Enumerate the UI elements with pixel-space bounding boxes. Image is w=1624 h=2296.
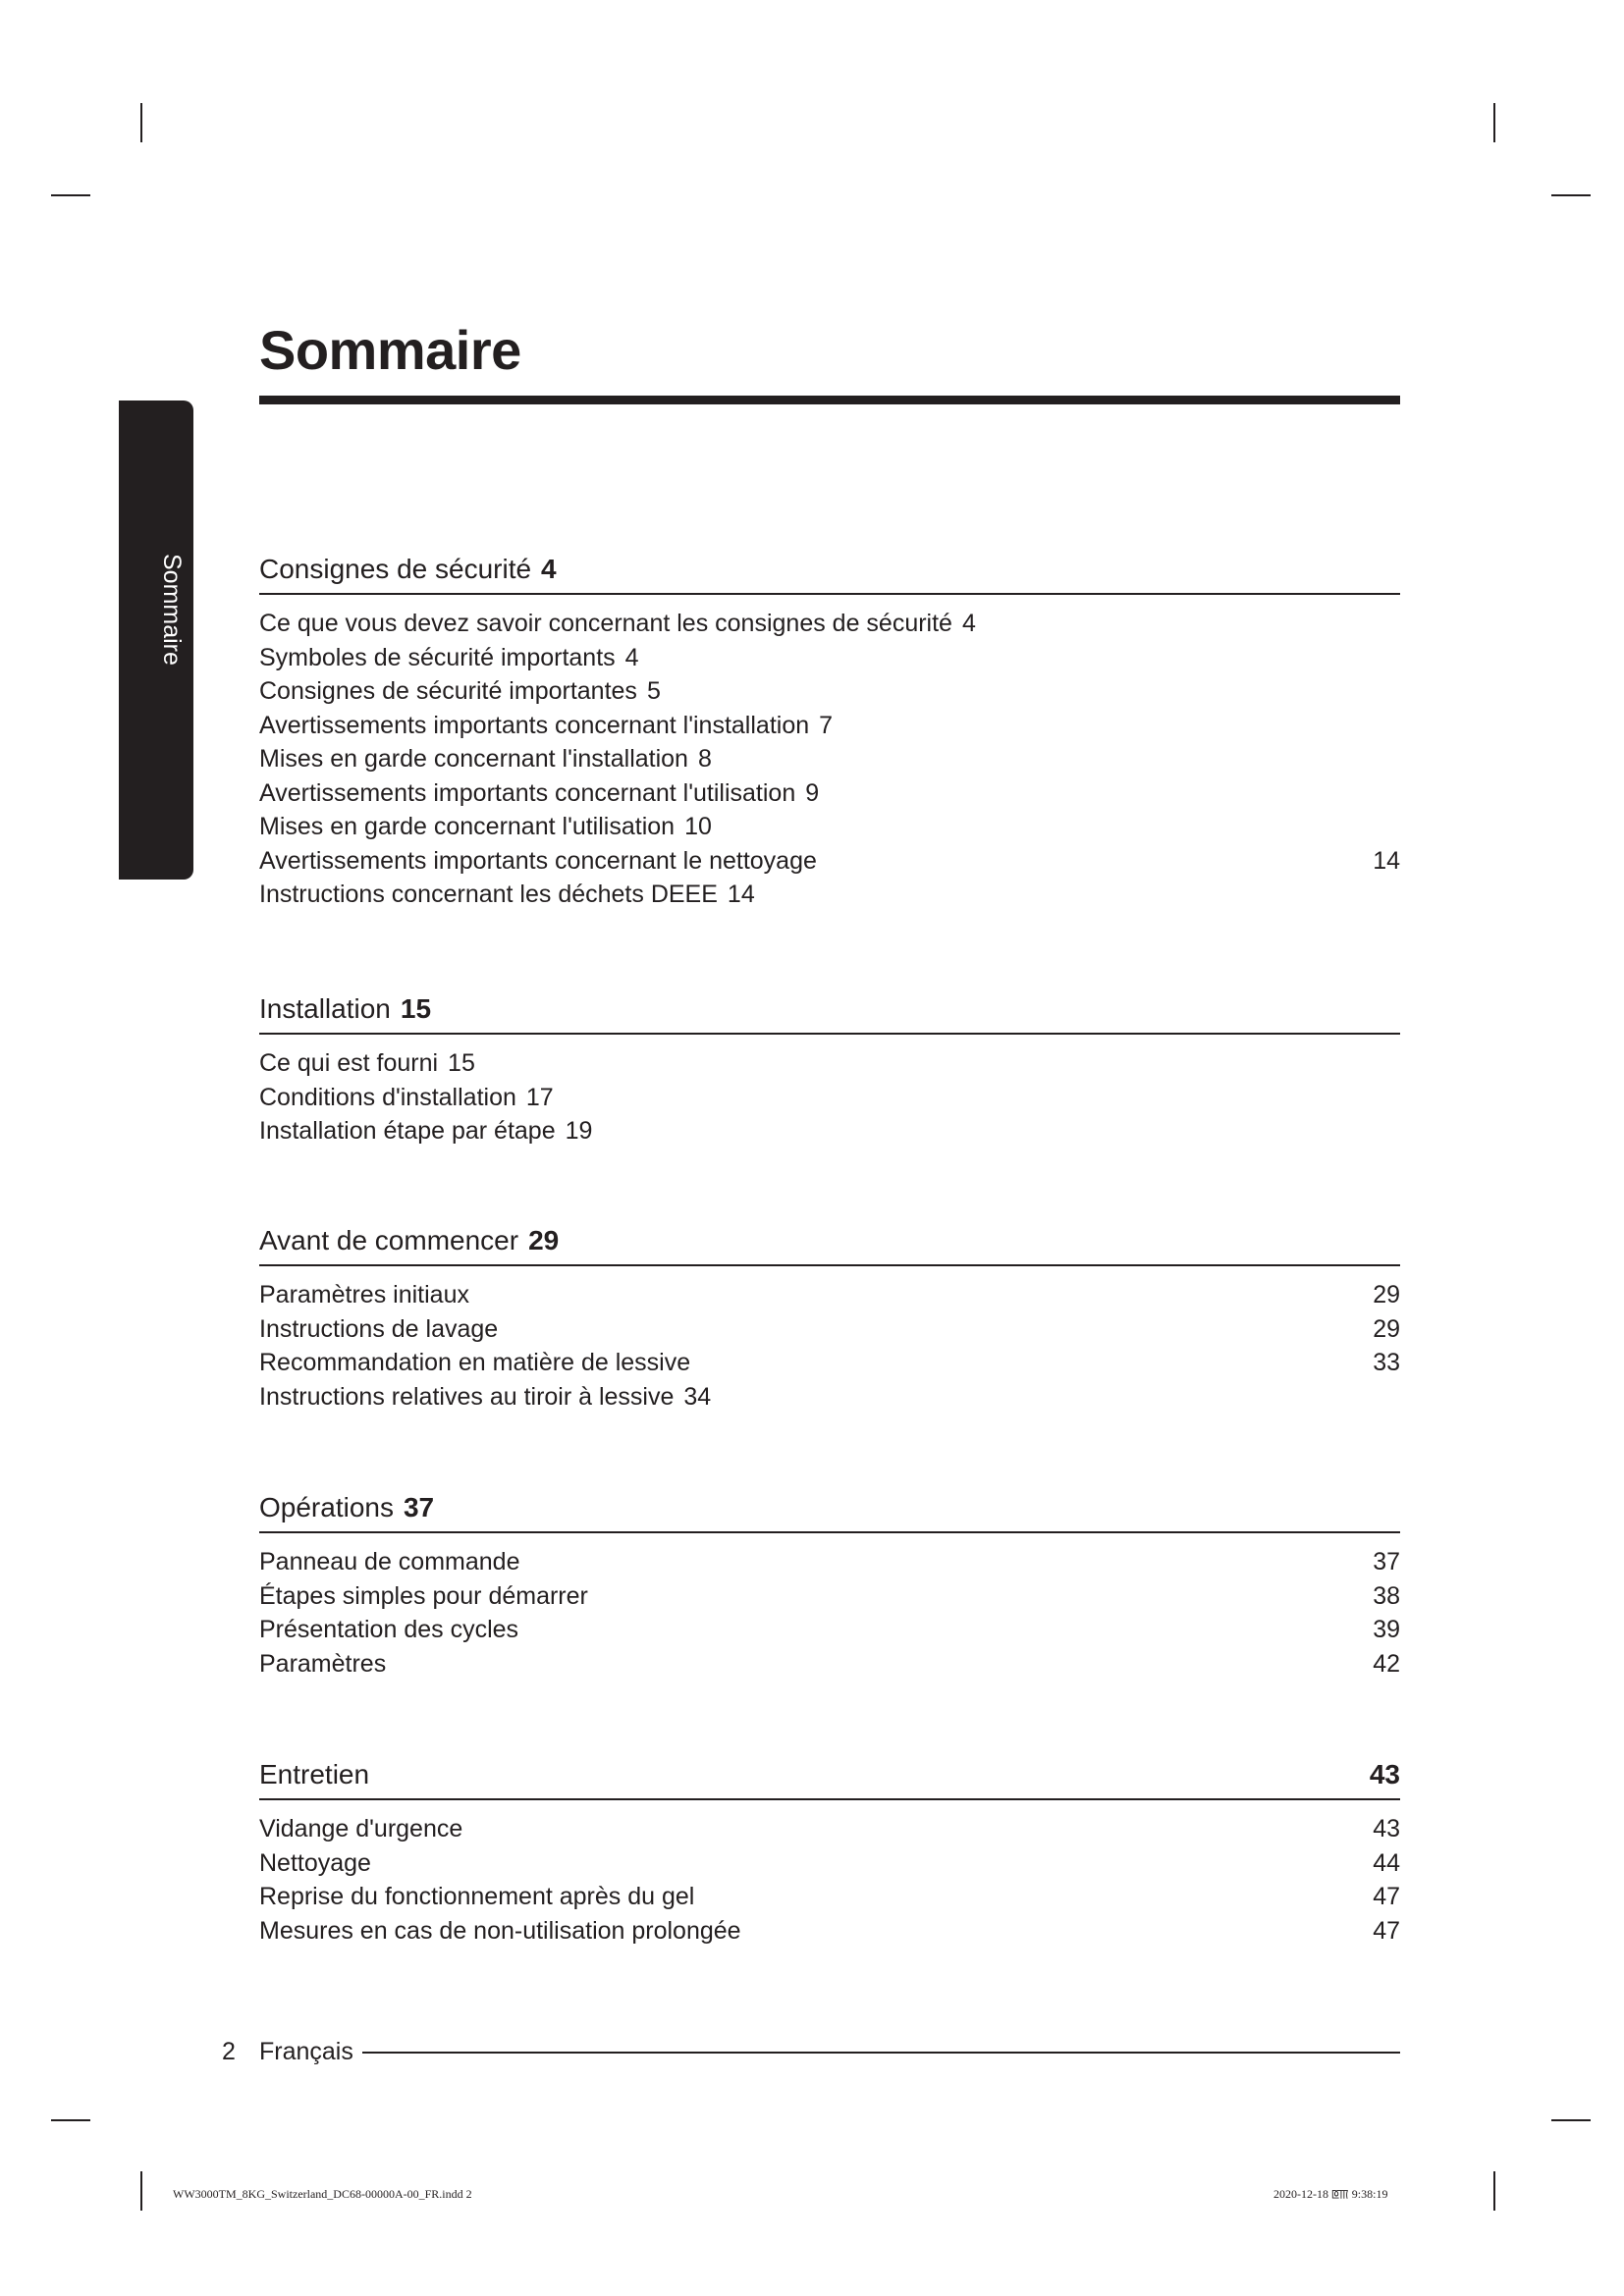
crop-mark-top-right-vertical bbox=[1493, 103, 1495, 142]
toc-entry-title: Nettoyage bbox=[259, 1848, 371, 1877]
toc-entry-page: 33 bbox=[1373, 1349, 1400, 1376]
toc-entry[interactable] bbox=[259, 607, 1400, 641]
toc-entry-title: Conditions d'installation bbox=[259, 1083, 516, 1111]
toc-entry-title: Avertissements importants concernant l'installation bbox=[259, 711, 810, 739]
toc-entry-page: 38 bbox=[1373, 1581, 1400, 1610]
toc-entry-title: Avertissements importants concernant le nettoyage bbox=[259, 846, 817, 875]
toc-section-operations bbox=[259, 1488, 1400, 1681]
toc-entry-page: 29 bbox=[1373, 1314, 1400, 1343]
crop-mark-bottom-right-vertical bbox=[1493, 2171, 1495, 2211]
toc-entry-page: 42 bbox=[1373, 1649, 1400, 1678]
toc-section-consignes-de-securite bbox=[259, 550, 1400, 912]
toc-entry[interactable] bbox=[259, 810, 1400, 844]
toc-section-avant-de-commencer bbox=[259, 1221, 1400, 1414]
toc-entry-page: 9 bbox=[805, 778, 820, 807]
toc-entry-page: 4 bbox=[961, 610, 976, 637]
toc-entry-title: Étapes simples pour démarrer bbox=[259, 1581, 588, 1610]
crop-mark-top-left-horizontal bbox=[51, 194, 90, 196]
toc-entry-title: Mesures en cas de non-utilisation prolongée bbox=[259, 1916, 741, 1945]
toc-entry-page: 10 bbox=[684, 813, 712, 840]
toc-entry-list bbox=[259, 595, 1400, 912]
toc-entry-title: Instructions relatives au tiroir à lessive bbox=[259, 1382, 675, 1411]
toc-entry-page: 17 bbox=[525, 1083, 554, 1111]
section-page-number: 15 bbox=[400, 993, 432, 1024]
toc-entry[interactable] bbox=[259, 878, 1400, 912]
toc-entry[interactable] bbox=[259, 641, 1400, 675]
chapter-side-tab-label: Sommaire bbox=[158, 554, 186, 666]
toc-entry[interactable] bbox=[259, 1880, 1400, 1914]
toc-entry[interactable] bbox=[259, 674, 1400, 709]
toc-entry-title: Avertissements importants concernant l'utilisation bbox=[259, 778, 796, 807]
section-page-number: 4 bbox=[541, 554, 557, 584]
toc-entry[interactable] bbox=[259, 742, 1400, 776]
toc-entry-title: Ce qui est fourni bbox=[259, 1049, 439, 1077]
toc-entry-page: 5 bbox=[646, 677, 661, 705]
section-heading[interactable] bbox=[259, 1488, 1400, 1533]
crop-mark-bottom-left-vertical bbox=[140, 2171, 142, 2211]
toc-entry-page: 8 bbox=[697, 745, 712, 773]
toc-entry[interactable] bbox=[259, 1312, 1400, 1347]
toc-entry-title: Vidange d'urgence bbox=[259, 1815, 463, 1842]
section-heading[interactable] bbox=[259, 550, 1400, 595]
section-heading[interactable] bbox=[259, 989, 1400, 1035]
toc-section-installation bbox=[259, 989, 1400, 1148]
footer-page-number: 2 bbox=[222, 2038, 236, 2065]
crop-mark-bottom-right-horizontal bbox=[1551, 2119, 1591, 2121]
toc-entry-page: 15 bbox=[448, 1049, 475, 1077]
toc-entry-title: Paramètres initiaux bbox=[259, 1281, 469, 1308]
toc-entry[interactable] bbox=[259, 844, 1400, 879]
toc-entry[interactable] bbox=[259, 1046, 1400, 1081]
toc-section-entretien bbox=[259, 1755, 1400, 1948]
toc-entry[interactable] bbox=[259, 1380, 1400, 1415]
section-title: Opérations bbox=[259, 1492, 394, 1522]
page-title: Sommaire bbox=[259, 319, 521, 381]
toc-entry[interactable] bbox=[259, 1545, 1400, 1579]
section-page-number: 37 bbox=[403, 1492, 435, 1522]
toc-entry-title: Reprise du fonctionnement après du gel bbox=[259, 1883, 695, 1910]
toc-entry-title: Instructions de lavage bbox=[259, 1314, 499, 1343]
toc-entry-list bbox=[259, 1266, 1400, 1414]
page-footer bbox=[222, 2032, 1400, 2071]
toc-entry[interactable] bbox=[259, 776, 1400, 811]
toc-entry-page: 14 bbox=[727, 881, 755, 908]
toc-entry-title: Instructions concernant les déchets DEEE bbox=[259, 881, 718, 908]
toc-entry[interactable] bbox=[259, 1081, 1400, 1115]
toc-entry-page: 39 bbox=[1373, 1616, 1400, 1643]
toc-entry-title: Consignes de sécurité importantes bbox=[259, 677, 637, 705]
section-heading[interactable] bbox=[259, 1221, 1400, 1266]
toc-entry[interactable] bbox=[259, 1613, 1400, 1647]
toc-entry-list bbox=[259, 1533, 1400, 1681]
section-page-number: 29 bbox=[528, 1225, 560, 1255]
toc-entry-title: Paramètres bbox=[259, 1649, 387, 1678]
toc-entry-title: Mises en garde concernant l'utilisation bbox=[259, 813, 676, 840]
toc-entry[interactable] bbox=[259, 709, 1400, 743]
toc-entry-title: Mises en garde concernant l'installation bbox=[259, 745, 688, 773]
toc-entry-page: 7 bbox=[819, 711, 834, 739]
toc-entry[interactable] bbox=[259, 1846, 1400, 1881]
toc-entry[interactable] bbox=[259, 1579, 1400, 1614]
toc-entry-title: Recommandation en matière de lessive bbox=[259, 1349, 691, 1376]
toc-entry-page: 47 bbox=[1373, 1916, 1400, 1945]
title-rule bbox=[259, 396, 1400, 404]
section-title: Consignes de sécurité bbox=[259, 554, 532, 584]
toc-entry-list bbox=[259, 1800, 1400, 1948]
print-slug-timestamp: 2020-12-18 ꡔꡕ 9:38:19 bbox=[1273, 2187, 1388, 2201]
toc-entry[interactable] bbox=[259, 1812, 1400, 1846]
toc-entry[interactable] bbox=[259, 1114, 1400, 1148]
toc-entry-page: 19 bbox=[565, 1117, 593, 1145]
section-title: Avant de commencer bbox=[259, 1225, 519, 1255]
toc-entry-page: 14 bbox=[1373, 846, 1400, 875]
toc-entry-list bbox=[259, 1035, 1400, 1148]
toc-entry[interactable] bbox=[259, 1914, 1400, 1949]
crop-mark-top-left-vertical bbox=[140, 103, 142, 142]
footer-language: Français bbox=[259, 2038, 353, 2065]
crop-mark-bottom-left-horizontal bbox=[51, 2119, 90, 2121]
toc-entry-page: 29 bbox=[1373, 1281, 1400, 1308]
footer-rule bbox=[362, 2052, 1400, 2054]
toc-entry[interactable] bbox=[259, 1346, 1400, 1380]
section-title: Entretien bbox=[259, 1759, 370, 1789]
toc-entry-page: 44 bbox=[1373, 1848, 1400, 1877]
toc-entry-page: 4 bbox=[624, 643, 639, 671]
toc-entry-page: 47 bbox=[1373, 1883, 1400, 1910]
toc-entry-title: Ce que vous devez savoir concernant les consignes de sécurité bbox=[259, 610, 952, 637]
crop-mark-top-right-horizontal bbox=[1551, 194, 1591, 196]
toc-entry-title: Panneau de commande bbox=[259, 1548, 520, 1575]
section-page-number: 43 bbox=[1369, 1759, 1400, 1789]
toc-entry-page: 37 bbox=[1373, 1548, 1400, 1575]
toc-entry-page: 43 bbox=[1373, 1815, 1400, 1842]
toc-entry-title: Installation étape par étape bbox=[259, 1117, 556, 1145]
print-slug-file: WW3000TM_8KG_Switzerland_DC68-00000A-00_FR.indd 2 bbox=[173, 2187, 472, 2201]
toc-entry-page: 34 bbox=[683, 1382, 712, 1411]
section-title: Installation bbox=[259, 993, 391, 1024]
toc-entry-title: Symboles de sécurité importants bbox=[259, 643, 616, 671]
toc-entry[interactable] bbox=[259, 1278, 1400, 1312]
section-heading[interactable] bbox=[259, 1755, 1400, 1800]
toc-entry[interactable] bbox=[259, 1647, 1400, 1682]
toc-entry-title: Présentation des cycles bbox=[259, 1616, 519, 1643]
